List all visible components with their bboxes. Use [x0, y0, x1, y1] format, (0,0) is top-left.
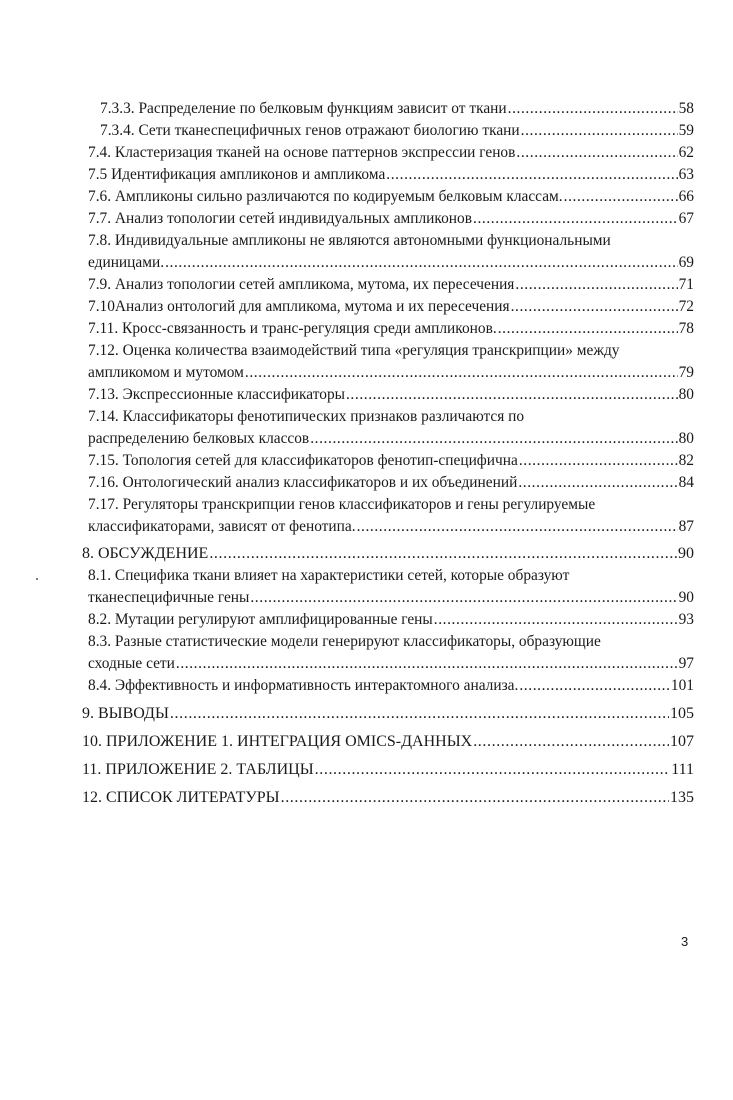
toc-entry-8-4: [88, 675, 694, 697]
toc-entry-title: классификаторами, зависят от фенотипа.: [88, 518, 356, 535]
toc-entry-title: 7.11. Кросс-связанность и транс-регуляция среди ампликонов.: [88, 320, 497, 337]
toc-entry-title: 7.3.4. Сети тканеспецифичных генов отражают биологию ткани: [100, 122, 520, 139]
toc-entry-title: единицами.: [88, 254, 165, 271]
toc-leader-dots: [473, 731, 669, 753]
toc-leader-dots: [516, 142, 677, 164]
toc-entry-title: 7.5 Идентификация ампликонов и ампликома: [88, 166, 386, 183]
toc-entry-page: 62: [678, 144, 694, 161]
toc-entry-8-3: [88, 631, 694, 675]
toc-entry-7-7: [88, 208, 694, 230]
toc-entry-page: 135: [670, 789, 694, 806]
toc-entry-title: 7.13. Экспрессионные классификаторы: [88, 386, 345, 403]
toc-entry-title: тканеспецифичные гены: [88, 589, 250, 606]
toc-entry-title: 8.2. Мутации регулируют амплифицированные гены: [88, 611, 433, 628]
toc-entry-title: 9. ВЫВОДЫ: [82, 705, 169, 722]
toc-entry-title: 7.3.3. Распределение по белковым функциям зависит от ткани: [100, 100, 507, 117]
toc-entry-title: 8.4. Эффективность и информативность интерактомного анализа.: [88, 677, 519, 694]
toc-leader-dots: [170, 703, 669, 725]
toc-leader-dots: [357, 516, 678, 538]
toc-entry-8-1: [88, 565, 694, 609]
toc-entry-8-2: [88, 609, 694, 631]
toc-entry-page: 107: [670, 733, 694, 750]
toc-entry-7-13: [88, 384, 694, 406]
toc-entry-7-10: [88, 296, 694, 318]
toc-entry-title: 7.7. Анализ топологии сетей индивидуальных ампликонов: [88, 210, 473, 227]
toc-leader-dots: [250, 587, 677, 609]
toc-entry-page: 69: [678, 254, 694, 271]
toc-entry-7-9: [88, 274, 694, 296]
toc-entry-7-12: [88, 340, 694, 384]
toc-entry-title: 7.4. Кластеризация тканей на основе паттернов экспрессии генов: [88, 144, 516, 161]
toc-entry-title: ампликомом и мутомом: [88, 364, 244, 381]
toc-leader-dots: [165, 252, 678, 274]
toc-entry-page: 67: [678, 210, 694, 227]
toc-entry-page: 79: [678, 364, 694, 381]
toc-entry-7-17: [88, 494, 694, 538]
toc-entry-7-4: [88, 142, 694, 164]
toc-entry-8: [82, 543, 694, 565]
toc-entry-page: 105: [670, 705, 694, 722]
toc-entry-title: 10. ПРИЛОЖЕНИЕ 1. ИНТЕГРАЦИЯ OMICS-ДАННЫХ: [82, 733, 473, 750]
toc-entry-page: 71: [678, 276, 694, 293]
toc-entry-7-6: [88, 186, 694, 208]
toc-entry-title: 7.6. Ампликоны сильно различаются по кодируемым белковым классам.: [88, 188, 563, 205]
toc-entry-7-3-3: [100, 98, 694, 120]
toc-leader-dots: [281, 787, 669, 809]
toc-entry-page: 59: [678, 122, 694, 139]
toc-leader-dots: [508, 98, 678, 120]
toc-entry-page: 84: [678, 474, 694, 491]
toc-leader-dots: [519, 675, 670, 697]
toc-leader-dots: [515, 274, 677, 296]
toc-leader-dots: [564, 186, 678, 208]
toc-entry-title: 11. ПРИЛОЖЕНИЕ 2. ТАБЛИЦЫ: [82, 761, 314, 778]
toc-entry-title: распределению белковых классов: [88, 430, 310, 447]
table-of-contents: [82, 98, 694, 809]
toc-entry-page: 80: [678, 430, 694, 447]
toc-entry-page: 90: [678, 589, 694, 606]
toc-entry-title-line1: 8.1. Специфика ткани влияет на характеристики сетей, которые образуют: [88, 567, 570, 584]
toc-leader-dots: [473, 208, 678, 230]
toc-entry-7-3-4: [100, 120, 694, 142]
toc-leader-dots: [521, 120, 678, 142]
toc-entry-title: сходные сети: [88, 655, 175, 672]
toc-entry-11: [82, 759, 694, 781]
toc-entry-title-line1: 7.12. Оценка количества взаимодействий типа «регуляция транскрипции» между: [88, 342, 620, 359]
toc-entry-7-8: [88, 230, 694, 274]
toc-leader-dots: [310, 428, 677, 450]
toc-entry-10: [82, 731, 694, 753]
toc-entry-7-5: [88, 164, 694, 186]
toc-entry-title: 8. ОБСУЖДЕНИЕ: [82, 545, 209, 562]
toc-leader-dots: [386, 164, 677, 186]
toc-leader-dots: [315, 759, 671, 781]
toc-entry-title-line1: 7.17. Регуляторы транскрипции генов классификаторов и гены регулируемые: [88, 496, 596, 513]
page-number: 3: [681, 934, 689, 949]
toc-entry-page: 101: [670, 677, 694, 694]
toc-entry-page: 82: [678, 452, 694, 469]
toc-entry-page: 97: [678, 655, 694, 672]
toc-entry-title: 7.16. Онтологический анализ классификаторов и их объединений: [88, 474, 518, 491]
toc-entry-page: 63: [678, 166, 694, 183]
toc-entry-title: 12. СПИСОК ЛИТЕРАТУРЫ: [82, 789, 280, 806]
toc-leader-dots: [245, 362, 678, 384]
toc-entry-7-15: [88, 450, 694, 472]
toc-leader-dots: [498, 318, 678, 340]
toc-entry-title-line1: 7.14. Классификаторы фенотипических признаков различаются по: [88, 408, 525, 425]
toc-leader-dots: [346, 384, 678, 406]
toc-leader-dots: [176, 653, 678, 675]
toc-entry-page: 93: [678, 611, 694, 628]
toc-leader-dots: [209, 543, 677, 565]
toc-leader-dots: [519, 450, 678, 472]
toc-leader-dots: [511, 296, 678, 318]
toc-entry-title: 7.10Анализ онтологий для ампликома, мутома и их пересечения: [88, 298, 510, 315]
toc-entry-title: 7.15. Топология сетей для классификаторов фенотип-специфична: [88, 452, 518, 469]
toc-entry-7-14: [88, 406, 694, 450]
toc-entry-page: 78: [678, 320, 694, 337]
toc-entry-page: 72: [678, 298, 694, 315]
scan-speck: [36, 578, 38, 580]
toc-entry-12: [82, 787, 694, 809]
toc-entry-7-11: [88, 318, 694, 340]
toc-entry-page: 58: [678, 100, 694, 117]
toc-entry-page: 87: [678, 518, 694, 535]
toc-leader-dots: [434, 609, 678, 631]
toc-entry-7-16: [88, 472, 694, 494]
toc-entry-page: 66: [678, 188, 694, 205]
toc-entry-title: 7.9. Анализ топологии сетей ампликома, мутома, их пересечения: [88, 276, 515, 293]
toc-entry-title-line1: 8.3. Разные статистические модели генерируют классификаторы, образующие: [88, 633, 601, 650]
toc-entry-9: [82, 703, 694, 725]
toc-leader-dots: [518, 472, 677, 494]
toc-entry-page: 80: [678, 386, 694, 403]
toc-entry-page: 90: [678, 545, 694, 562]
toc-entry-page: 111: [671, 761, 694, 778]
toc-entry-title-line1: 7.8. Индивидуальные ампликоны не являются автономными функциональными: [88, 232, 611, 249]
